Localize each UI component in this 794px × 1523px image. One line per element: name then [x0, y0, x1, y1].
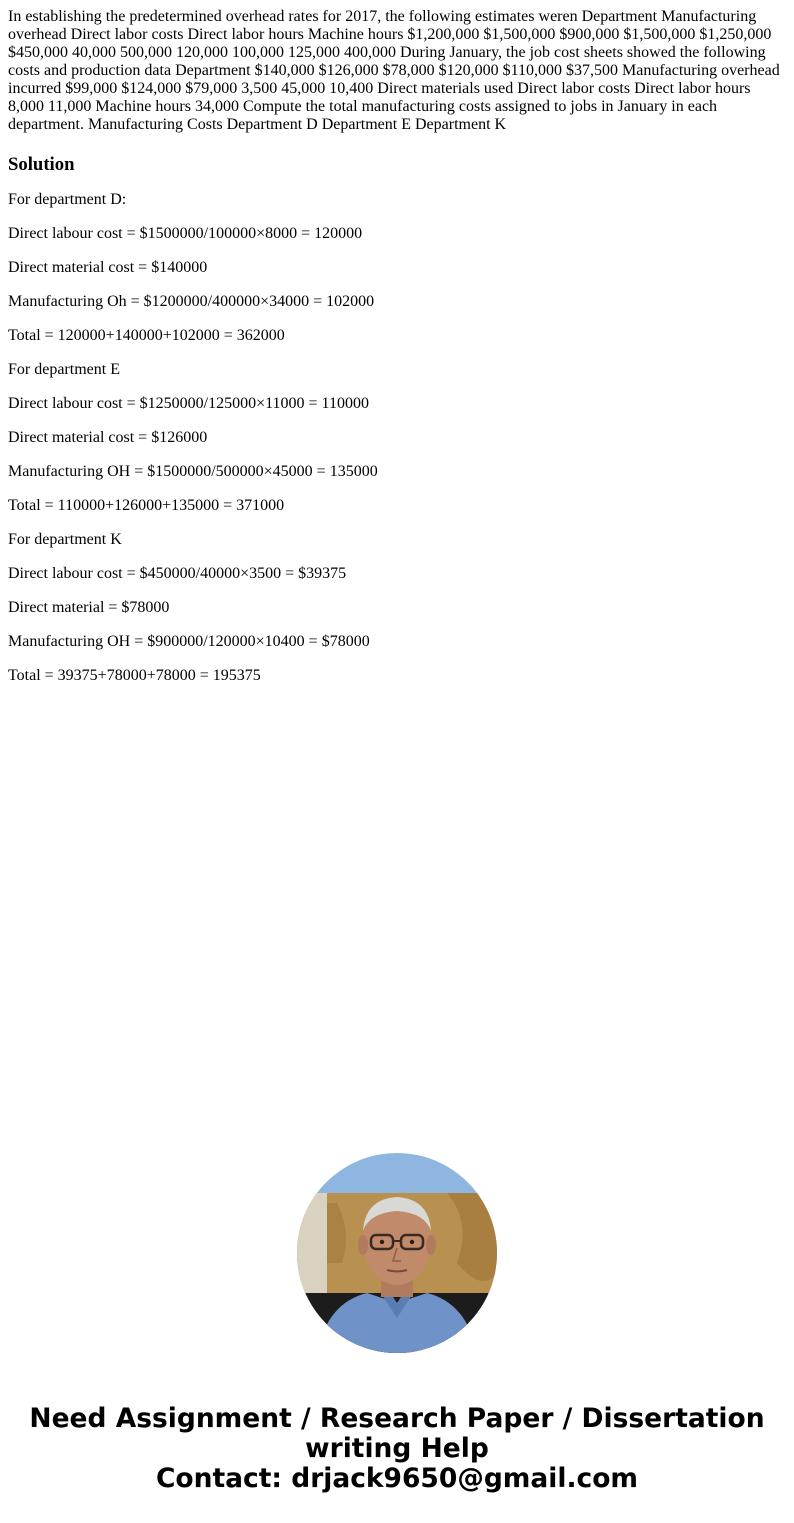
solution-line: Total = 120000+140000+102000 = 362000	[8, 327, 285, 344]
solution-line: Manufacturing OH = $1500000/500000×45000 = 135000	[8, 463, 378, 480]
solution-line: Direct material cost = $140000	[8, 259, 208, 276]
cta-line: writing Help	[305, 1433, 489, 1464]
solution-line: For department E	[8, 361, 120, 378]
author-portrait	[297, 1153, 497, 1353]
author-avatar	[297, 1153, 497, 1353]
solution-line: Direct labour cost = $1500000/100000×8000 = 120000	[8, 225, 363, 242]
solution-line: For department K	[8, 531, 122, 548]
solution-line: Direct material cost = $126000	[8, 429, 208, 446]
solution-line: Direct labour cost = $450000/40000×3500 = $39375	[8, 565, 347, 582]
document-content	[8, 8, 786, 701]
cta-line: Need Assignment / Research Paper / Dissertation	[29, 1403, 765, 1434]
solution-line: Total = 39375+78000+78000 = 195375	[8, 667, 261, 684]
solution-line: Direct labour cost = $1250000/125000×11000 = 110000	[8, 395, 369, 412]
solution-line: Manufacturing OH = $900000/120000×10400 = $78000	[8, 633, 370, 650]
question-text: In establishing the predetermined overhead rates for 2017, the following estimates weren Department Manufacturing overhead Direct labor costs Direct labor hours Machine hours $1,200,000 $1,500,000 $900,000 $1,500,000 $1,250,000 $450,000 40,000 500,000 120,000 100,000 125,000 400,000 During January, the job cost sheets showed the following costs and production data Department $140,000 $126,000 $78,000 $120,000 $110,000 $37,500 Manufacturing overhead incurred $99,000 $124,000 $79,000 3,500 45,000 10,400 Direct materials used Direct labor costs Direct labor hours 8,000 11,000 Machine hours 34,000 Compute the total manufacturing costs assigned to jobs in January in each department. Manufacturing Costs Department D Department E Department K	[8, 8, 780, 133]
solution-line: Total = 110000+126000+135000 = 371000	[8, 497, 285, 514]
solution-line: For department D:	[8, 191, 127, 208]
cta-contact-email: Contact: drjack9650@gmail.com	[155, 1463, 639, 1494]
solution-line: Direct material = $78000	[8, 599, 170, 616]
solution-line: Manufacturing Oh = $1200000/400000×34000 = 102000	[8, 293, 375, 310]
solution-heading: Solution	[8, 154, 75, 175]
contact-banner	[0, 1404, 794, 1494]
solution-body	[8, 191, 786, 685]
